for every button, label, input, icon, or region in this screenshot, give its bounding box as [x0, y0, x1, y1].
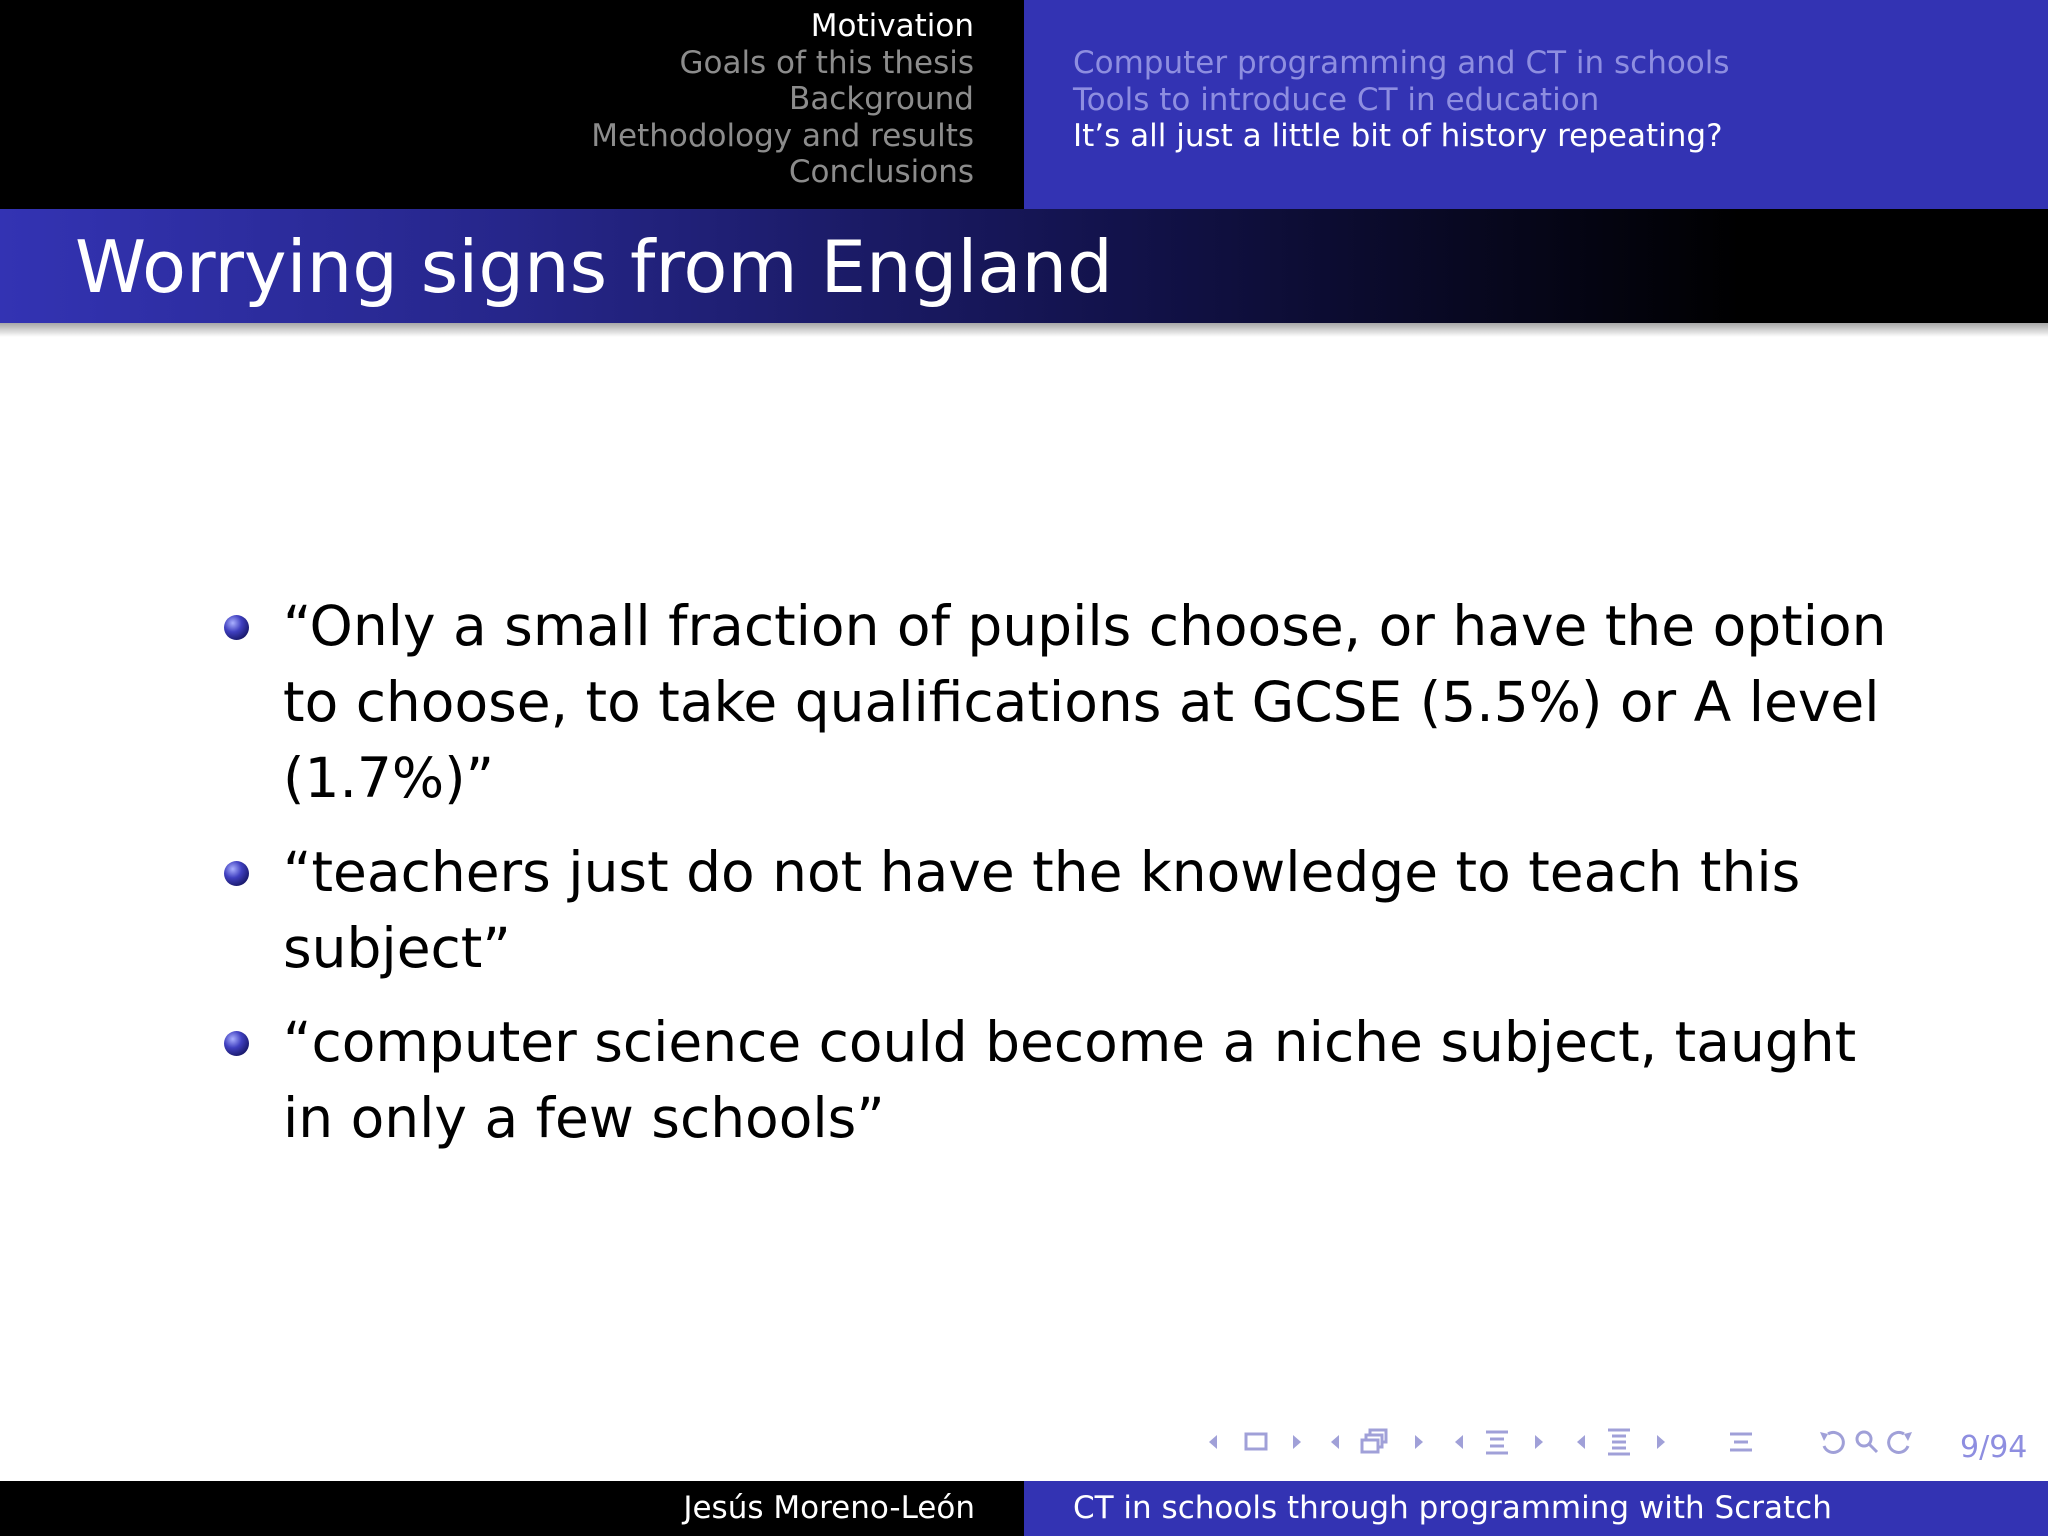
- appendix-icon[interactable]: [1726, 1422, 1756, 1462]
- next-frame-icon[interactable]: [1288, 1422, 1306, 1462]
- next-section-icon[interactable]: [1652, 1422, 1670, 1462]
- bullet-ball-icon: [224, 861, 249, 886]
- section-item-methodology[interactable]: Methodology and results: [591, 117, 974, 154]
- next-subsection-icon[interactable]: [1530, 1422, 1548, 1462]
- subsection-item-tools[interactable]: Tools to introduce CT in education: [1073, 81, 1600, 118]
- section-icon[interactable]: [1604, 1422, 1634, 1462]
- section-nav: [591, 8, 974, 191]
- subsection-item-history[interactable]: It’s all just a little bit of history repeating?: [1073, 118, 1723, 154]
- frame-title-bar: [0, 209, 2048, 323]
- search-icon[interactable]: [1852, 1422, 1882, 1462]
- footer-author: Jesús Moreno-León: [683, 1490, 975, 1526]
- slide-title: Worrying signs from England: [75, 225, 1113, 309]
- subsection-item-programming-ct[interactable]: Computer programming and CT in schools: [1073, 45, 1730, 81]
- list-item: [220, 834, 1900, 986]
- header-subsections-panel: [1024, 0, 2048, 209]
- prev-frame-icon[interactable]: [1204, 1422, 1222, 1462]
- beamer-nav-controls: [1204, 1422, 1924, 1466]
- page-number: 9/94: [1960, 1430, 2028, 1465]
- section-item-conclusions[interactable]: Conclusions: [788, 154, 974, 190]
- redo-icon[interactable]: [1884, 1422, 1916, 1462]
- bullet-text: “Only a small fraction of pupils choose, or have the option to choose, to take qualifications at GCSE (5.5%) or A level (1.7%)”: [283, 594, 1887, 810]
- bullet-ball-icon: [224, 615, 249, 640]
- frame-icon[interactable]: [1242, 1422, 1270, 1462]
- header-sections-panel: [0, 0, 1024, 209]
- list-item: [220, 588, 1900, 816]
- bullet-text: “computer science could become a niche subject, taught in only a few schools”: [283, 1010, 1857, 1150]
- bullet-list: [220, 588, 1900, 1174]
- footer-title: CT in schools through programming with Scratch: [1073, 1490, 1832, 1526]
- undo-icon[interactable]: [1816, 1422, 1848, 1462]
- bullet-text: “teachers just do not have the knowledge to teach this subject”: [283, 840, 1801, 980]
- prev-subsection-icon[interactable]: [1450, 1422, 1468, 1462]
- prev-slide-icon[interactable]: [1326, 1422, 1344, 1462]
- bullet-ball-icon: [224, 1031, 249, 1056]
- subsection-icon[interactable]: [1482, 1422, 1512, 1462]
- footer-title-panel: [1024, 1481, 2048, 1536]
- subsection-nav: [1073, 45, 1730, 155]
- section-item-goals[interactable]: Goals of this thesis: [679, 44, 974, 81]
- section-item-background[interactable]: Background: [789, 81, 974, 117]
- footer-author-panel: [0, 1481, 1024, 1536]
- list-item: [220, 1004, 1900, 1156]
- section-item-motivation[interactable]: Motivation: [810, 8, 974, 44]
- title-shadow: [0, 323, 2048, 337]
- slides-icon[interactable]: [1358, 1422, 1392, 1462]
- next-slide-icon[interactable]: [1410, 1422, 1428, 1462]
- prev-section-icon[interactable]: [1572, 1422, 1590, 1462]
